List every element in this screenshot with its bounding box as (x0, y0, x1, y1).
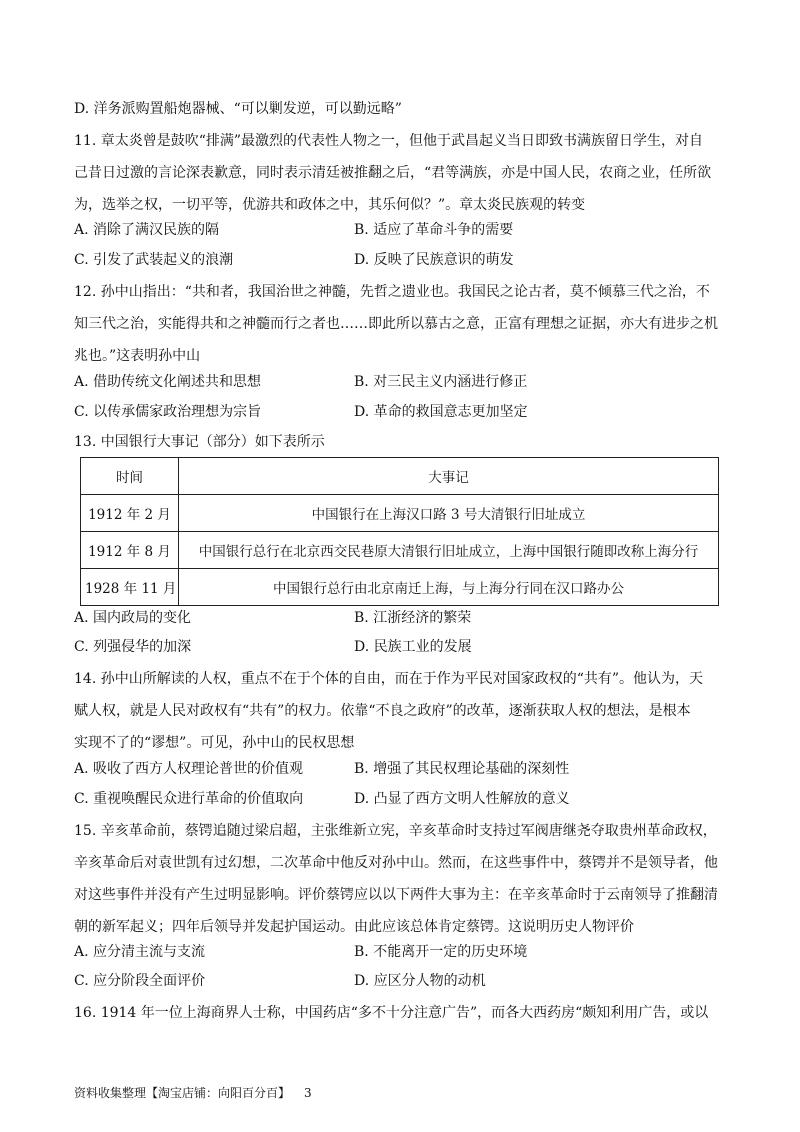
table-row (81, 495, 719, 532)
q14-option-c: C. 重视唤醒民众进行革命的价值取向 (74, 791, 304, 807)
page-footer (74, 1085, 312, 1101)
table-row (81, 569, 719, 606)
q10-option-d: D. 洋务派购置船炮器械、“可以剿发逆，可以勤远略” (74, 101, 402, 117)
table-cell-time: 1928 年 11 月 (81, 569, 179, 606)
q15-option-a: A. 应分清主流与支流 (74, 944, 206, 960)
q11-option-b: B. 适应了革命斗争的需要 (354, 222, 514, 238)
q14-option-a: A. 吸收了西方人权理论普世的价值观 (74, 761, 304, 777)
q11-stem-line-1: 11. 章太炎曾是鼓吹“排满”最激烈的代表性人物之一，但他于武昌起义当日即致书满族留日学生，对自 (74, 133, 704, 149)
q14-stem-line-1: 14. 孙中山所解读的人权，重点不在于个体的自由，而在于作为平民对国家政权的“共有”。他认为，天 (74, 671, 704, 687)
q12-stem-line-2: 知三代之治，实能得共和之神髓而行之者也……即此所以慕古之意，正富有理想之证据，亦大有进步之机 (74, 316, 718, 332)
q16-stem-line-1: 16. 1914 年一位上海商界人士称，中国药店“多不十分注意广告”，而各大西药房“颇知利用广告，或以 (74, 1005, 709, 1021)
q11-option-a: A. 消除了满汉民族的隔 (74, 222, 220, 238)
q15-stem-line-4: 朝的新军起义；四年后领导并发起护国运动。由此应该总体肯定蔡锷。这说明历史人物评价 (74, 919, 634, 935)
q12-option-d: D. 革命的救国意志更加坚定 (354, 404, 528, 420)
table-cell-event: 中国银行在上海汉口路 3 号大清银行旧址成立 (179, 495, 719, 532)
q11-option-c: C. 引发了武装起义的浪潮 (74, 252, 234, 268)
q12-option-c: C. 以传承儒家政治理想为宗旨 (74, 404, 262, 420)
q15-option-d: D. 应区分人物的动机 (354, 973, 486, 989)
q15-stem-line-1: 15. 辛亥革命前，蔡锷追随过梁启超，主张维新立宪，辛亥革命时支持过军阀唐继尧夺取贵州革命政权， (74, 823, 717, 839)
bank-events-table (80, 457, 719, 606)
table-cell-event: 中国银行总行在北京西交民巷原大清银行旧址成立，上海中国银行随即改称上海分行 (179, 532, 719, 569)
footer-source-text: 资料收集整理【淘宝店铺：向阳百分百】 (74, 1086, 291, 1100)
q11-stem-line-3: 为，选举之权，一切平等，优游共和政体之中，其乐何似？”。章太炎民族观的转变 (74, 197, 586, 213)
q14-option-d: D. 凸显了西方文明人性解放的意义 (354, 791, 570, 807)
table-cell-time: 1912 年 8 月 (81, 532, 179, 569)
q12-option-a: A. 借助传统文化阐述共和思想 (74, 374, 262, 390)
q11-stem-line-2: 己昔日过激的言论深表歉意，同时表示清廷被推翻之后，“君等满族，亦是中国人民，农商之业，任所欲 (74, 165, 712, 181)
table-cell-event: 中国银行总行由北京南迁上海，与上海分行同在汉口路办公 (179, 569, 719, 606)
table-cell-time: 1912 年 2 月 (81, 495, 179, 532)
q12-stem-line-1: 12. 孙中山指出：“共和者，我国治世之神髓，先哲之遗业也。我国民之论古者，莫不倾慕三代之治，不 (74, 284, 710, 300)
q15-stem-line-3: 对这些事件并没有产生过明显影响。评价蔡锷应以以下两件大事为主：在辛亥革命时于云南领导了推翻清 (74, 887, 718, 903)
table-header-time: 时间 (81, 458, 179, 495)
table-header-event: 大事记 (179, 458, 719, 495)
q15-option-b: B. 不能离开一定的历史环境 (354, 944, 528, 960)
q15-option-c: C. 应分阶段全面评价 (74, 973, 206, 989)
q14-stem-line-3: 实现不了的“谬想”。可见，孙中山的民权思想 (74, 735, 355, 751)
q11-option-d: D. 反映了民族意识的萌发 (354, 252, 514, 268)
q14-option-b: B. 增强了其民权理论基础的深刻性 (354, 761, 570, 777)
q13-option-a: A. 国内政局的变化 (74, 610, 192, 626)
q14-stem-line-2: 赋人权，就是人民对政权有“共有”的权力。依靠“不良之政府”的改革，逐渐获取人权的想法，是根本 (74, 703, 691, 719)
q13-option-b: B. 江浙经济的繁荣 (354, 610, 472, 626)
q13-stem: 13. 中国银行大事记（部分）如下表所示 (74, 434, 325, 450)
q13-option-c: C. 列强侵华的加深 (74, 639, 192, 655)
page-number: 3 (304, 1086, 312, 1100)
q12-stem-line-3: 兆也。”这表明孙中山 (74, 348, 201, 364)
q13-option-d: D. 民族工业的发展 (354, 639, 472, 655)
table-row (81, 532, 719, 569)
q15-stem-line-2: 辛亥革命后对袁世凯有过幻想，二次革命中他反对孙中山。然而，在这些事件中，蔡锷并不是领导者，他 (74, 855, 718, 871)
table-header-row (81, 458, 719, 495)
q12-option-b: B. 对三民主义内涵进行修正 (354, 374, 528, 390)
